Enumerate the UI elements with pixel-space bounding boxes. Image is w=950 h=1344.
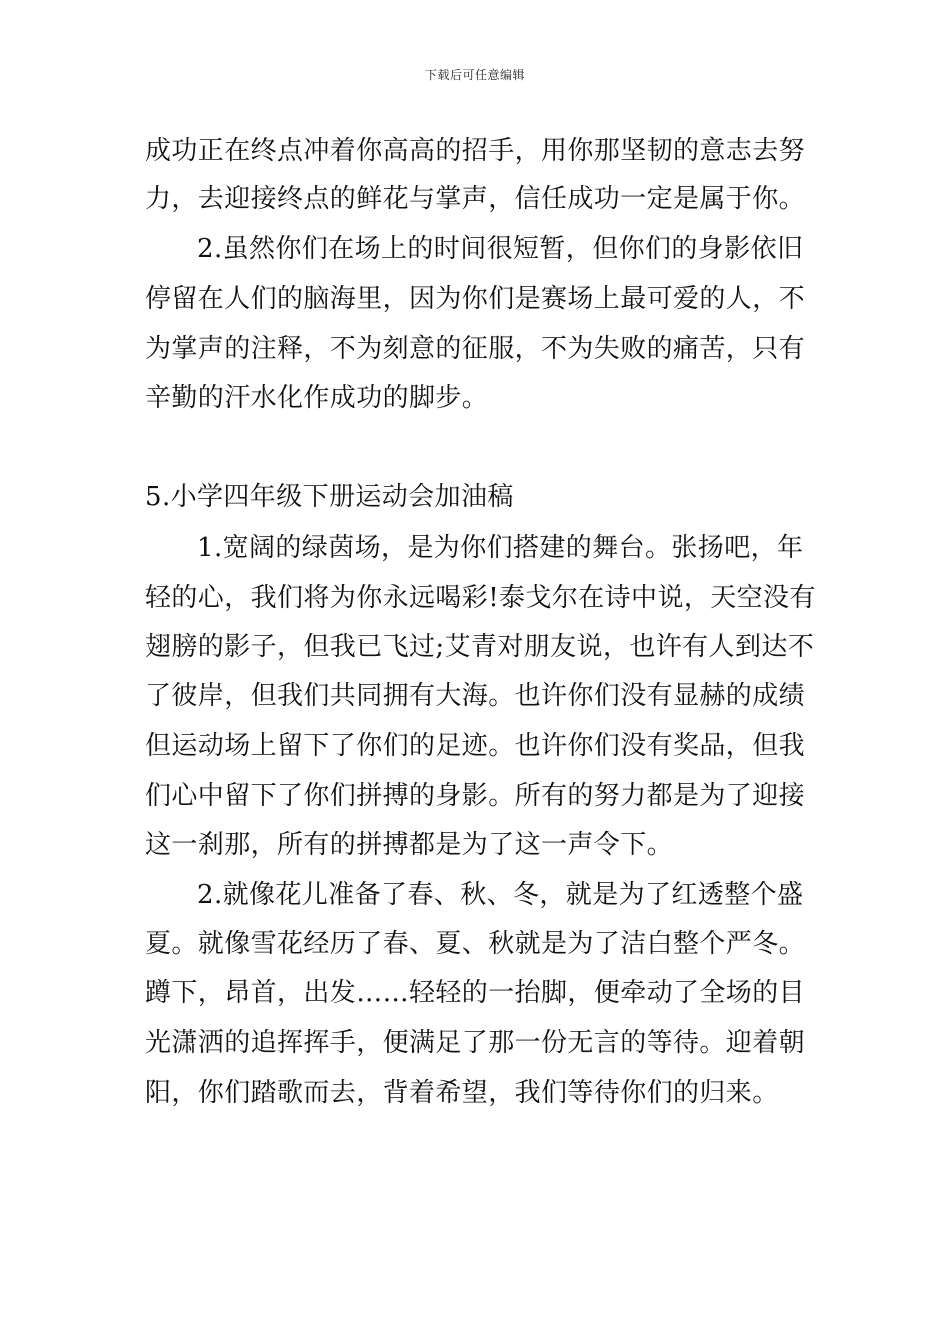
text-line: 蹲下，昂首，出发……轻轻的一抬脚，便牵动了全场的目 [145,978,806,1008]
text-line: 但运动场上留下了你们的足迹。也许你们没有奖品，但我 [145,731,806,761]
section-title: 5.小学四年级下册运动会加油稿 [145,482,514,512]
text-line: 了彼岸，但我们共同拥有大海。也许你们没有显赫的成绩 [145,681,806,711]
text-line: 轻的心，我们将为你永远喝彩!泰戈尔在诗中说，天空没有 [145,583,816,613]
text-line: 成功正在终点冲着你高高的招手，用你那坚韧的意志去努 [145,136,806,166]
text-line: 夏。就像雪花经历了春、夏、秋就是为了洁白整个严冬。 [145,929,806,959]
text-line: 光潇洒的追挥挥手，便满足了那一份无言的等待。迎着朝 [145,1028,806,1058]
page-header: 下载后可任意编辑 [424,68,525,82]
text-line: 阳，你们踏歌而去，背着希望，我们等待你们的归来。 [145,1078,779,1108]
text-line: 2.虽然你们在场上的时间很短暂，但你们的身影依旧 [197,234,804,264]
text-line: 2.就像花儿准备了春、秋、冬，就是为了红透整个盛 [197,880,804,910]
text-line: 这一刹那，所有的拼搏都是为了这一声令下。 [145,830,674,860]
text-line: 们心中留下了你们拼搏的身影。所有的努力都是为了迎接 [145,781,806,811]
text-line: 翅膀的影子，但我已飞过;艾青对朋友说，也许有人到达不 [145,632,815,662]
text-line: 1.宽阔的绿茵场，是为你们搭建的舞台。张扬吧，年 [197,533,804,563]
text-line: 辛勤的汗水化作成功的脚步。 [145,383,489,413]
text-line: 为掌声的注释，不为刻意的征服，不为失败的痛苦，只有 [145,334,806,364]
text-line: 停留在人们的脑海里，因为你们是赛场上最可爱的人，不 [145,284,806,314]
text-line: 力，去迎接终点的鲜花与掌声，信任成功一定是属于你。 [145,184,806,214]
